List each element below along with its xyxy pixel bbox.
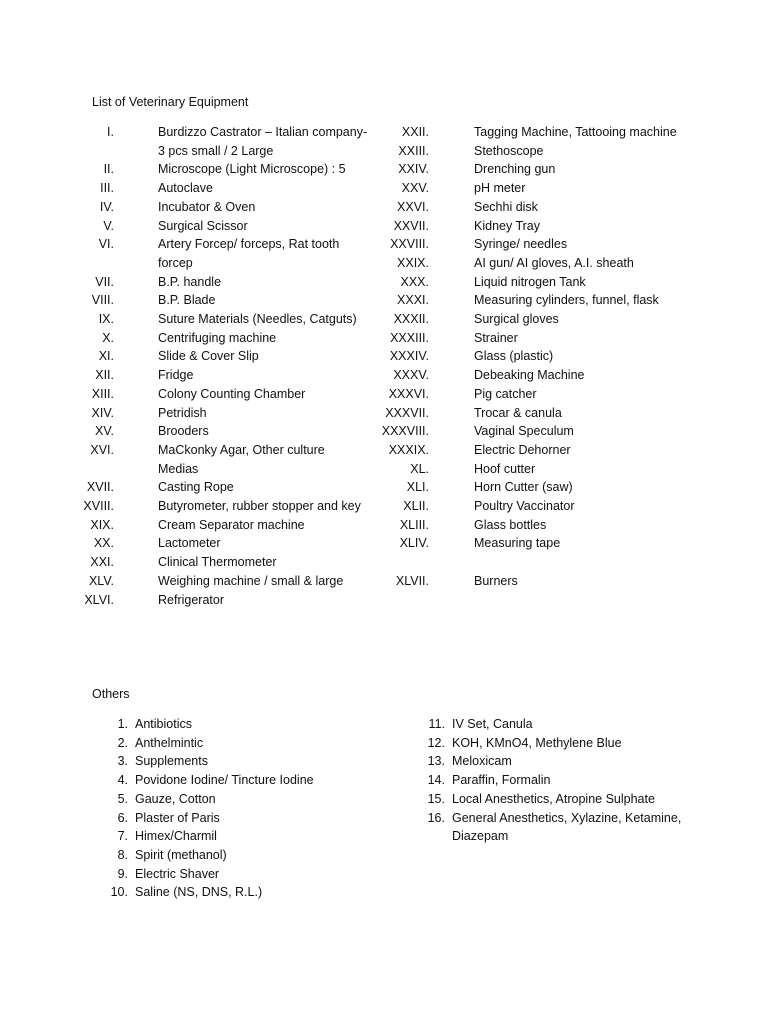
list-item-text: Weighing machine / small & large: [158, 573, 344, 588]
list-item: [380, 254, 680, 273]
list-item-number: XXXV.: [393, 368, 429, 383]
list-item: [80, 273, 380, 292]
list-item: [425, 734, 715, 753]
list-item: [80, 497, 380, 516]
list-item-text: Sechhi disk: [474, 199, 538, 214]
list-item: [108, 809, 398, 828]
list-item: [380, 422, 680, 441]
list-item-number: II.: [103, 162, 114, 177]
list-item-text: Anthelmintic: [135, 735, 204, 750]
list-item: [108, 846, 398, 865]
list-item-text: Poultry Vaccinator: [474, 499, 575, 514]
list-item: [380, 160, 680, 179]
list-item-number: XLI.: [406, 480, 429, 495]
list-item-text: Local Anesthetics, Atropine Sulphate: [452, 791, 655, 806]
list-item: [108, 865, 398, 884]
list-item: [380, 310, 680, 329]
list-item-text: Vaginal Speculum: [474, 424, 574, 439]
list-item-text: Centrifuging machine: [158, 330, 277, 345]
others-list-right: [425, 715, 715, 846]
list-item-text: Suture Materials (Needles, Catguts): [158, 312, 357, 327]
list-item-number: 11.: [428, 717, 445, 731]
list-item-text: Electric Dehorner: [474, 442, 571, 457]
list-item-number: XXXVII.: [385, 405, 429, 420]
list-item-number: 16.: [427, 810, 445, 825]
list-item-number: XVI.: [90, 442, 114, 457]
list-item: [380, 123, 680, 142]
list-item-text: B.P. handle: [158, 274, 222, 289]
list-item-text: KOH, KMnO4, Methylene Blue: [452, 735, 622, 750]
list-item-number: XXXVI.: [388, 386, 429, 401]
list-item-text: Gauze, Cotton: [135, 791, 216, 806]
list-item-text: Kidney Tray: [474, 218, 541, 233]
list-item: [380, 329, 680, 348]
list-item: [80, 291, 380, 310]
list-item-number: XL.: [410, 461, 429, 476]
list-item-text: Petridish: [158, 405, 207, 420]
list-item-number: XVII.: [86, 480, 114, 495]
list-item-text: Saline (NS, DNS, R.L.): [135, 885, 263, 900]
list-item: [380, 572, 680, 591]
list-item-number: XXVII.: [393, 218, 429, 233]
list-item-number: 4.: [117, 773, 128, 788]
list-item-text: Povidone Iodine/ Tincture Iodine: [135, 773, 314, 788]
list-item-number: IV.: [99, 199, 114, 214]
list-item-number: XXXIII.: [390, 330, 429, 345]
list-item: [380, 198, 680, 217]
list-item-text: Electric Shaver: [135, 866, 220, 881]
list-item-number: XXII.: [401, 125, 429, 139]
list-item-number: XIII.: [91, 386, 114, 401]
list-item-text: Himex/Charmil: [135, 829, 217, 844]
list-item-text: General Anesthetics, Xylazine, Ketamine, Diazepam: [452, 810, 682, 844]
list-item: [80, 198, 380, 217]
list-item-text: AI gun/ AI gloves, A.I. sheath: [474, 255, 634, 270]
list-item: [80, 329, 380, 348]
list-item: [108, 883, 398, 902]
list-item: [80, 404, 380, 423]
list-item-text: Syringe/ needles: [474, 237, 568, 252]
list-item-text: Hoof cutter: [474, 461, 536, 476]
list-item-text: Strainer: [474, 330, 518, 345]
list-item: [425, 752, 715, 771]
list-item-number: VII.: [95, 274, 114, 289]
list-item-text: Artery Forcep/ forceps, Rat tooth forcep: [158, 237, 340, 270]
list-item-text: Fridge: [158, 368, 194, 383]
list-item: [108, 771, 398, 790]
list-item-number: 6.: [117, 810, 128, 825]
list-item: [380, 273, 680, 292]
list-item-number: VI.: [98, 237, 114, 252]
list-item-number: 3.: [117, 754, 128, 769]
list-item-number: XXIX.: [397, 255, 429, 270]
list-item: [80, 385, 380, 404]
list-item: [80, 310, 380, 329]
list-item: [80, 478, 380, 497]
list-item: [425, 809, 715, 846]
list-item: [380, 441, 680, 460]
list-item-number: 2.: [117, 735, 128, 750]
list-item: [108, 827, 398, 846]
list-item: [80, 422, 380, 441]
list-item: [80, 516, 380, 535]
list-item-number: XIV.: [91, 405, 114, 420]
list-item-text: pH meter: [474, 181, 526, 196]
list-item-number: XVIII.: [83, 499, 114, 514]
list-item: [425, 790, 715, 809]
list-item-text: Horn Cutter (saw): [474, 480, 573, 495]
list-item-number: 8.: [117, 847, 128, 862]
list-item-text: Pig catcher: [474, 386, 537, 401]
list-item: [108, 790, 398, 809]
list-item: [80, 366, 380, 385]
list-item: [380, 478, 680, 497]
list-item-number: XI.: [98, 349, 114, 364]
list-item-text: Liquid nitrogen Tank: [474, 274, 586, 289]
list-item-number: V.: [103, 218, 114, 233]
list-item-text: Measuring cylinders, funnel, flask: [474, 293, 659, 308]
list-item: [425, 715, 715, 734]
list-item-number: XLII.: [403, 499, 429, 514]
list-item-number: X.: [102, 330, 114, 345]
list-item-number: XXIV.: [398, 162, 429, 177]
list-item-text: Lactometer: [158, 536, 221, 551]
list-item: [80, 553, 380, 572]
list-item: [380, 235, 680, 254]
list-item-text: Antibiotics: [135, 717, 192, 731]
list-item-text: Meloxicam: [452, 754, 512, 769]
list-item: [80, 572, 380, 591]
list-item-text: Glass bottles: [474, 517, 547, 532]
list-item-number: XV.: [94, 424, 114, 439]
list-item-text: B.P. Blade: [158, 293, 216, 308]
list-item: [108, 715, 398, 734]
list-item-number: XLV.: [88, 573, 114, 588]
equipment-list-left: [80, 123, 380, 609]
list-item: [380, 553, 680, 572]
list-item-text: Microscope (Light Microscope) : 5: [158, 162, 346, 177]
list-item-text: Tagging Machine, Tattooing machine: [474, 125, 677, 139]
list-item: [380, 347, 680, 366]
list-item: [380, 291, 680, 310]
list-item: [80, 235, 380, 272]
list-item: [380, 385, 680, 404]
list-item: [380, 534, 680, 553]
list-item-number: XX.: [93, 536, 114, 551]
list-item-number: 7.: [117, 829, 128, 844]
list-item-text: Measuring tape: [474, 536, 561, 551]
list-item: [108, 734, 398, 753]
list-item: [80, 123, 380, 160]
list-item-text: Autoclave: [158, 181, 213, 196]
list-item-text: Supplements: [135, 754, 208, 769]
list-item: [380, 179, 680, 198]
list-item-number: 10.: [110, 885, 128, 900]
equipment-heading: List of Veterinary Equipment: [92, 95, 249, 109]
others-list-left: [108, 715, 398, 902]
list-item-number: XXI.: [90, 555, 114, 570]
list-item-number: XLIV.: [399, 536, 429, 551]
list-item-text: Stethoscope: [474, 143, 544, 158]
list-item: [380, 516, 680, 535]
list-item-text: Trocar & canula: [474, 405, 562, 420]
list-item-number: XXXII.: [393, 312, 429, 327]
list-item-number: XIX.: [90, 517, 114, 532]
list-item-number: XLVII.: [395, 573, 429, 588]
list-item-number: XXV.: [401, 181, 429, 196]
list-item: [380, 497, 680, 516]
list-item-number: 12.: [427, 735, 445, 750]
list-item: [80, 217, 380, 236]
list-item-text: MaCkonky Agar, Other culture Medias: [158, 442, 325, 476]
list-item-number: III.: [100, 181, 114, 196]
list-item: [80, 179, 380, 198]
list-item: [80, 347, 380, 366]
list-item-text: Burners: [474, 573, 518, 588]
list-item: [380, 460, 680, 479]
list-item-number: XXIII.: [398, 143, 429, 158]
list-item-number: IX.: [98, 312, 114, 327]
list-item-number: 15.: [427, 791, 445, 806]
list-item: [80, 441, 380, 478]
list-item: [80, 534, 380, 553]
list-item-number: XXVIII.: [390, 237, 429, 252]
list-item-number: XLVI.: [84, 592, 114, 607]
list-item-text: Butyrometer, rubber stopper and key: [158, 499, 361, 514]
list-item-text: Surgical Scissor: [158, 218, 248, 233]
list-item-text: Drenching gun: [474, 162, 556, 177]
list-item-text: Debeaking Machine: [474, 368, 585, 383]
list-item-text: Surgical gloves: [474, 312, 559, 327]
list-item-text: Casting Rope: [158, 480, 234, 495]
list-item: [380, 366, 680, 385]
list-item-text: Incubator & Oven: [158, 199, 256, 214]
list-item-text: Plaster of Paris: [135, 810, 220, 825]
list-item-number: 5.: [117, 791, 128, 806]
list-item: [80, 591, 380, 610]
list-item-text: IV Set, Canula: [452, 717, 533, 731]
list-item-text: Colony Counting Chamber: [158, 386, 306, 401]
list-item-number: VIII.: [91, 293, 114, 308]
list-item: [80, 160, 380, 179]
list-item: [108, 752, 398, 771]
list-item-number: XXXI.: [397, 293, 429, 308]
list-item-text: Spirit (methanol): [135, 847, 227, 862]
list-item-number: XII.: [95, 368, 114, 383]
list-item-number: XXXIV.: [389, 349, 429, 364]
list-item-number: XXX.: [400, 274, 429, 289]
list-item-text: Refrigerator: [158, 592, 224, 607]
list-item: [380, 217, 680, 236]
list-item-number: 14.: [427, 773, 445, 788]
list-item-number: 9.: [117, 866, 128, 881]
others-heading: Others: [92, 687, 130, 701]
list-item-number: I.: [107, 125, 114, 139]
list-item-text: Burdizzo Castrator – Italian company- 3 pcs small / 2 Large: [158, 125, 368, 158]
list-item-number: XXXIX.: [388, 442, 429, 457]
list-item-number: 1.: [117, 717, 128, 731]
list-item-number: XXVI.: [397, 199, 429, 214]
equipment-list-right: [380, 123, 680, 591]
list-item-text: Paraffin, Formalin: [452, 773, 551, 788]
list-item-text: Glass (plastic): [474, 349, 554, 364]
list-item: [425, 771, 715, 790]
list-item-number: 13.: [427, 754, 445, 769]
list-item-text: Cream Separator machine: [158, 517, 305, 532]
list-item-text: Brooders: [158, 424, 209, 439]
list-item-number: XXXVIII.: [381, 424, 429, 439]
list-item: [380, 404, 680, 423]
list-item: [380, 142, 680, 161]
list-item-text: Slide & Cover Slip: [158, 349, 259, 364]
list-item-number: XLIII.: [399, 517, 429, 532]
list-item-text: Clinical Thermometer: [158, 555, 277, 570]
